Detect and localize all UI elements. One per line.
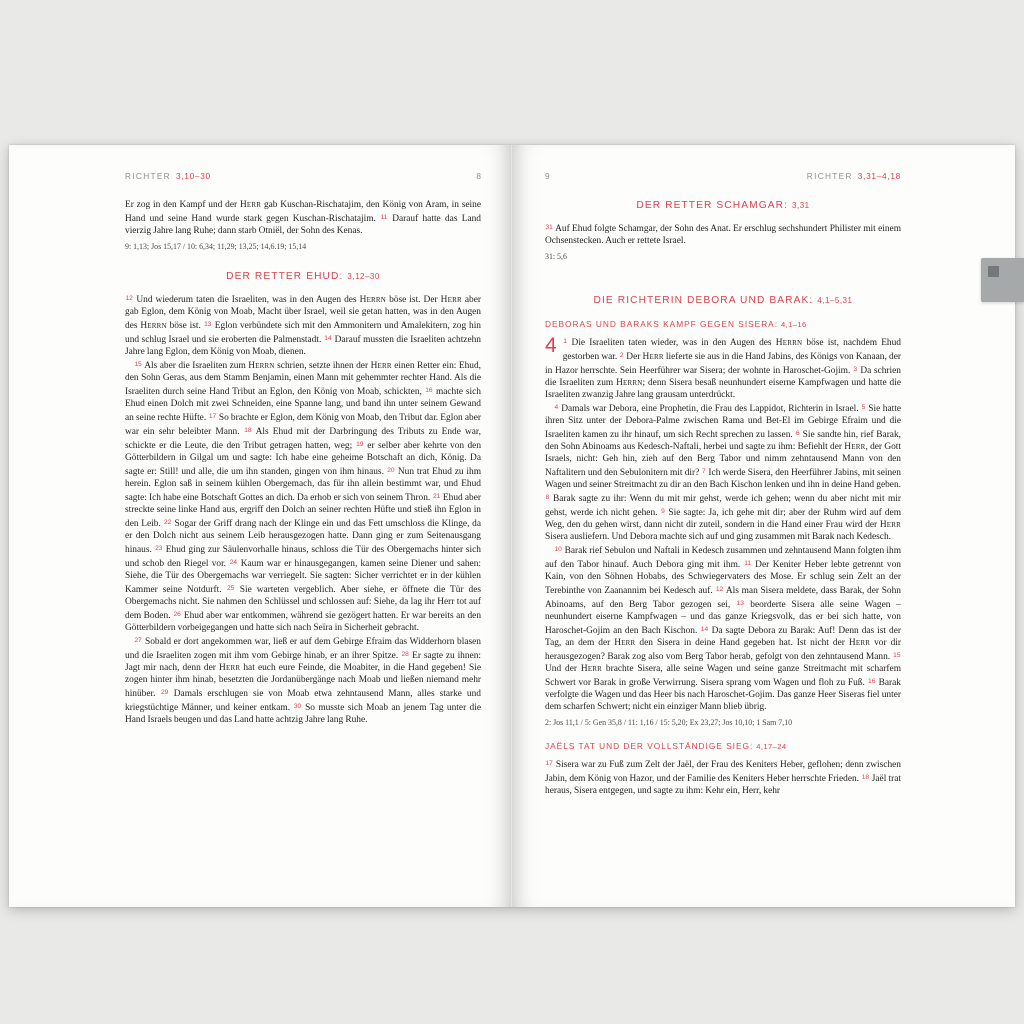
running-head-right xyxy=(545,171,901,181)
section-heading-ehud: DER RETTER EHUD: 3,12–30 xyxy=(226,270,380,282)
thumb-index-tab[interactable] xyxy=(981,258,1024,302)
page-number: 9 xyxy=(545,171,550,181)
book-name: RICHTER xyxy=(125,171,171,181)
running-head-reference xyxy=(125,171,211,181)
cross-reference-note: 31: 5,6 xyxy=(545,252,567,261)
book-name: RICHTER xyxy=(806,171,853,181)
book-spread xyxy=(9,145,1015,907)
text-column-left xyxy=(125,171,481,727)
scripture-paragraph: $^{31}$ Auf Ehud folgte Schamgar, der Sohn des Anat. Er erschlug sechshundert Philister mit einem Ochsenstecken. Auch er rettete Israel. xyxy=(545,224,901,247)
section-heading-debora-barak: DIE RICHTERIN DEBORA UND BARAK: 4,1–5,31 xyxy=(593,295,853,306)
scripture-paragraph: Er zog in den Kampf und der Herr gab Kuschan-Rischatajim, den König von Aram, in seine Hand und seine Hand wurde stark gegen Kuschan-Rischatajim. $^{11}$ Darauf hatte das Land vierzig Jahre lang Ruhe; dann starb Otniël, der Sohn des Kenas. xyxy=(125,200,481,236)
subsection-heading-ref: 4,1–16 xyxy=(781,320,807,329)
verse-range: 3,31–4,18 xyxy=(857,171,901,181)
bookmark-icon xyxy=(988,266,999,277)
running-head-left xyxy=(125,171,481,181)
running-head-reference xyxy=(807,171,901,181)
cross-reference-note: 2: Jos 11,1 / 5: Gen 35,8 / 11: 1,16 / 15: 5,20; Ex 23,27; Jos 10,10; 1 Sam 7,10 xyxy=(545,718,793,728)
subsection-heading-kampf-gegen-sisera: DEBORAS UND BARAKS KAMPF GEGEN SISERA: 4,1–16 xyxy=(545,319,807,329)
scripture-paragraph xyxy=(545,336,901,402)
section-heading-ref: 4,1–5,31 xyxy=(817,296,853,305)
verse-range: 3,10–30 xyxy=(175,171,211,181)
text-column-right xyxy=(545,171,901,798)
scripture-paragraph: $^{15}$ Als aber die Israeliten zum Herrn schrien, setzte ihnen der Herr einen Retter ein: Ehud, den Sohn Geras, aus dem Stamm Benjamin, einen Mann mit gehemmter rechter Hand. Als die Israeliten durch seine Hand Tribut an Eglon, den König von Moab, schickten, $^{16}$ machte sich Ehud einen Dolch mit zwei Schneiden, eine Spanne lang, und band ihn unter seinem Gewand an seine rechte Hüfte. $^{17}$ So brachte er Eglon, dem König von Moab, den Tribut dar. Eglon aber war ein sehr beleibter Mann. $^{18}$ Als Ehud mit der Darbringung des Tributs zu Ende war, schickte er die Leute, die den Tribut getragen hatten, weg; $^{19}$ er selber aber kehrte von den Götterbildern in Gilgal um und sagte: Ich habe eine geheime Botschaft an dich, König. Da sagte er: Still! und alle, die um ihn standen, gingen von ihm hinaus. $^{20}$ Nun trat Ehud zu ihm herein. Eglon saß in seinem kühlen Obergemach, das für ihn allein bestimmt war, und Ehud sagte: Ich habe eine Botschaft Gottes an dich. Da erhob er sich von seinem Thron. $^{21}$ Ehud aber streckte seine linke Hand aus, ergriff den Dolch an seiner rechten Hüfte und stieß ihn Eglon in den Leib. $^{22}$ Sogar der Griff drang nach der Klinge ein und das Fett umschloss die Klinge, da er den Dolch nicht aus seinem Leib herausgezogen hatte. Dann ging er zum Seitenausgang hinaus. $^{23}$ Ehud ging zur Säulenvorhalle hinaus, schloss die Tür des Obergemachs hinter sich und schob den Riegel vor. $^{24}$ Kaum war er hinausgegangen, kamen seine Diener und sahen: Siehe, die Tür des Obergemachs war verriegelt. Sie sagten: Sicher verrichtet er in der kühlen Kammer seine Notdurft. $^{25}$ Sie warteten vergeblich. Aber siehe, er öffnete die Tür des Obergemachs nicht. Sie nahmen den Schlüssel und schlossen auf: Siehe, da lag ihr Herr tot auf dem Boden. $^{26}$ Ehud aber war entkommen, während sie gezögert hatten. Er war bereits an den Götterbildern vorbeigegangen und hatte sich nach Seïra in Sicherheit gebracht. xyxy=(125,361,482,634)
chapter-number-drop-cap: 4 xyxy=(545,334,557,357)
scripture-paragraph: $^4$ Damals war Debora, eine Prophetin, die Frau des Lappidot, Richterin in Israel. $^5$ Sie hatte ihren Sitz unter der Debora-Palme zwischen Rama und Bet-El im Gebirge Efraim und die Israeliten kamen zu ihr hinauf, um sich Recht sprechen zu lassen. $^6$ Sie sandte hin, rief Barak, den Sohn Abinoams aus Kedesch-Naftali, herbei und sagte zu ihm: Befiehlt der Herr, der Gott Israels, nicht: Geh hin, zieh auf den Berg Tabor und nimm zehntausend Mann von den Naftalitern und den Sebulonitern mit dir? $^7$ Ich werde Sisera, den Heerführer Jabins, mit seinen Wagen und seiner Streitmacht zu dir an den Bach Kischon lenken und ihn in deine Hand geben. $^8$ Barak sagte zu ihr: Wenn du mit mir gehst, werde ich gehen; wenn du aber nicht mit mir gehst, werde ich nicht gehen. $^9$ Sie sagte: Ja, ich gehe mit dir; aber der Ruhm wird auf dem Weg, den du gehen wirst, dann nicht dir zuteil, sondern in die Hand einer Frau wird der Herr Sisera ausliefern. Und Debora machte sich auf und ging zusammen mit Barak nach Kedesch. xyxy=(545,404,902,543)
section-heading-schamgar: DER RETTER SCHAMGAR: 3,31 xyxy=(636,200,810,211)
section-heading-ref: 3,31 xyxy=(792,201,810,210)
subsection-heading-ref: 4,17–24 xyxy=(756,742,787,752)
page-right xyxy=(512,145,1015,907)
subsection-heading-jaels-tat: JAËLS TAT UND DER VOLLSTÄNDIGE SIEG: 4,17–24 xyxy=(545,741,787,752)
section-heading-ref: 3,12–30 xyxy=(347,271,380,281)
page-left xyxy=(9,145,512,907)
scripture-paragraph: $^{17}$ Sisera war zu Fuß zum Zelt der Jaël, der Frau des Keniters Heber, geflohen; denn zwischen Jabin, dem König von Hazor, und der Familie des Keniters Heber herrschte Frieden. $^{18}$ Jaël trat heraus, Sisera entgegen, und sagte zu ihm: Kehr ein, Herr, kehr xyxy=(545,760,901,797)
scripture-paragraph: $^{27}$ Sobald er dort angekommen war, ließ er auf dem Gebirge Efraim das Widderhorn blasen und die Israeliten zogen mit ihm vom Gebirge hinab, er an ihrer Spitze. $^{28}$ Er sagte zu ihnen: Jagt mir nach, denn der Herr hat euch eure Feinde, die Moabiter, in die Hand gegeben! Sie zogen hinter ihm hinab, besetzten die Jordanübergänge nach Moab und ließen niemand mehr hinüber. $^{29}$ Damals erschlugen sie von Moab etwa zehntausend Mann, alles starke und kriegstüchtige Männer, und keiner entkam. $^{30}$ So musste sich Moab an jenem Tag unter die Hand Israels beugen und das Land hatte achtzig Jahre lang Ruhe. xyxy=(125,637,481,726)
scripture-text: $^1$ Die Israeliten taten wieder, was in den Augen des Herrn böse ist, nachdem Ehud gestorben war. $^2$ Der Herr lieferte sie aus in die Hand Jabins, des Königs von Kanaan, der in Hazor herrschte. Sein Heerführer war Sisera; der wohnte in Haroschet-Gojim. $^3$ Da schrien die Israeliten zum Herrn; denn Sisera besaß neunhundert eiserne Kampfwagen und hatte die Israeliten zwanzig Jahre lang grausam unterdrückt. xyxy=(545,338,901,401)
scripture-paragraph: $^{10}$ Barak rief Sebulon und Naftali in Kedesch zusammen und zehntausend Mann folgten ihm auf den Tabor hinauf. Auch Debora ging mit ihm. $^{11}$ Der Keniter Heber lebte getrennt von Kain, von den Söhnen Hobabs, des Schwiegervaters des Mose. Er schlug sein Zelt an der Terebinthe von Zaanannim bei Kedesch auf. $^{12}$ Als man Sisera meldete, dass Barak, der Sohn Abinoams, auf den Berg Tabor gezogen sei, $^{13}$ beorderte Sisera alle seine Wagen – neunhundert eiserne Kampfwagen – und das ganze Kriegsvolk, das er bei sich hatte, von Haroschet-Gojim an den Bach Kischon. $^{14}$ Da sagte Debora zu Barak: Auf! Denn das ist der Tag, an dem der Herr den Sisera in deine Hand gegeben hat. Ist nicht der Herr vor dir herausgezogen? Barak zog also vom Berg Tabor herab, gefolgt von den zehntausend Mann. $^{15}$ Und der Herr brachte Sisera, alle seine Wagen und seine ganze Streitmacht mit scharfem Schwert vor Barak in große Verwirrung. Sisera sprang vom Wagen und floh zu Fuß. $^{16}$ Barak verfolgte die Wagen und das Heer bis nach Haroschet-Gojim. Das ganze Heer Siseras fiel unter dem scharfen Schwert; nicht ein einziger Mann blieb übrig. xyxy=(545,546,902,713)
cross-reference-note: 9: 1,13; Jos 15,17 / 10: 6,34; 11,29; 13,25; 14,6.19; 15,14 xyxy=(125,241,307,251)
page-number: 8 xyxy=(476,171,481,181)
scripture-paragraph: $^{12}$ Und wiederum taten die Israeliten, was in den Augen des Herrn böse ist. Der Herr aber gab Eglon, dem König von Moab, Macht über Israel, weil sie getan hatten, was in den Augen des Herrn böse ist. $^{13}$ Eglon verbündete sich mit den Ammonitern und Amalekitern, zog hin und schlug Israel und sie eroberten die Palmenstadt. $^{14}$ Darauf mussten die Israeliten achtzehn Jahre lang Eglon, dem König von Moab, dienen. xyxy=(125,294,481,358)
